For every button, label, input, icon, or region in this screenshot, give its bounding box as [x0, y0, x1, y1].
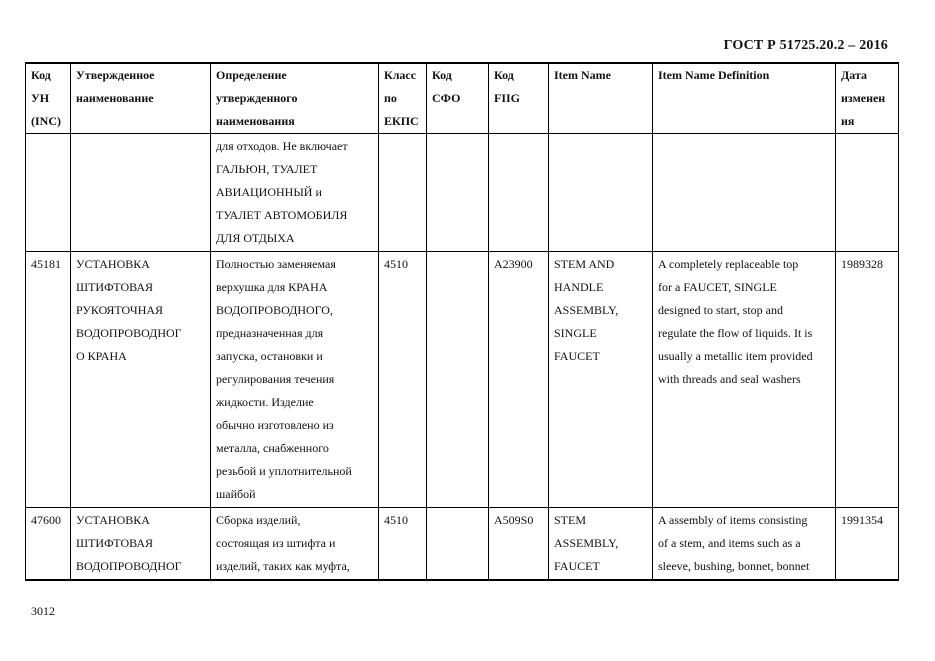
cell-inc [26, 134, 71, 252]
inc-table [25, 62, 899, 581]
column-header-inc: Код УН (INC) [26, 63, 71, 134]
table-row [26, 508, 899, 581]
cell-approved-name: УСТАНОВКА ШТИФТОВАЯ РУКОЯТОЧНАЯ ВОДОПРОВОДНОГ О КРАНА [71, 252, 211, 508]
cell-change-date: 1991354 [836, 508, 899, 581]
cell-class: 4510 [379, 252, 427, 508]
cell-fiig [489, 134, 549, 252]
cell-class [379, 134, 427, 252]
cell-definition: Сборка изделий, состоящая из штифта и изделий, таких как муфта, [211, 508, 379, 581]
cell-inc: 45181 [26, 252, 71, 508]
cell-change-date [836, 134, 899, 252]
column-header-class: Класс по ЕКПС [379, 63, 427, 134]
table-row [26, 134, 899, 252]
column-header-change-date: Дата изменен ия [836, 63, 899, 134]
cell-sfo [427, 134, 489, 252]
column-header-fiig: Код FIIG [489, 63, 549, 134]
cell-item-name: STEM ASSEMBLY, FAUCET [549, 508, 653, 581]
cell-fiig: A23900 [489, 252, 549, 508]
cell-sfo [427, 252, 489, 508]
page-number: 3012 [31, 604, 55, 618]
column-header-sfo: Код СФО [427, 63, 489, 134]
cell-approved-name: УСТАНОВКА ШТИФТОВАЯ ВОДОПРОВОДНОГ [71, 508, 211, 581]
cell-inc: 47600 [26, 508, 71, 581]
cell-item-definition: A assembly of items consisting of a stem, and items such as a sleeve, bushing, bonnet, bonnet [653, 508, 836, 581]
cell-approved-name [71, 134, 211, 252]
column-header-definition: Определение утвержденного наименования [211, 63, 379, 134]
column-header-item-definition: Item Name Definition [653, 63, 836, 134]
cell-item-definition: A completely replaceable top for a FAUCET, SINGLE designed to start, stop and regulate the flow of liquids. It is usually a metallic item provided with threads and seal washers [653, 252, 836, 508]
cell-item-name: STEM AND HANDLE ASSEMBLY, SINGLE FAUCET [549, 252, 653, 508]
cell-sfo [427, 508, 489, 581]
cell-item-definition [653, 134, 836, 252]
column-header-approved-name: Утвержденное наименование [71, 63, 211, 134]
document-header: ГОСТ Р 51725.20.2 – 2016 [723, 38, 888, 53]
cell-definition: Полностью заменяемая верхушка для КРАНА ВОДОПРОВОДНОГО, предназначенная для запуска, остановки и регулирования течения жидкости. Изделие обычно изготовлено из металла, снабженного резьбой и уплотнительной шайбой [211, 252, 379, 508]
table-row [26, 252, 899, 508]
cell-definition: для отходов. Не включает ГАЛЬЮН, ТУАЛЕТ АВИАЦИОННЫЙ и ТУАЛЕТ АВТОМОБИЛЯ ДЛЯ ОТДЫХА [211, 134, 379, 252]
cell-class: 4510 [379, 508, 427, 581]
cell-change-date: 1989328 [836, 252, 899, 508]
cell-fiig: A509S0 [489, 508, 549, 581]
table-header-row [26, 63, 899, 134]
column-header-item-name: Item Name [549, 63, 653, 134]
cell-item-name [549, 134, 653, 252]
